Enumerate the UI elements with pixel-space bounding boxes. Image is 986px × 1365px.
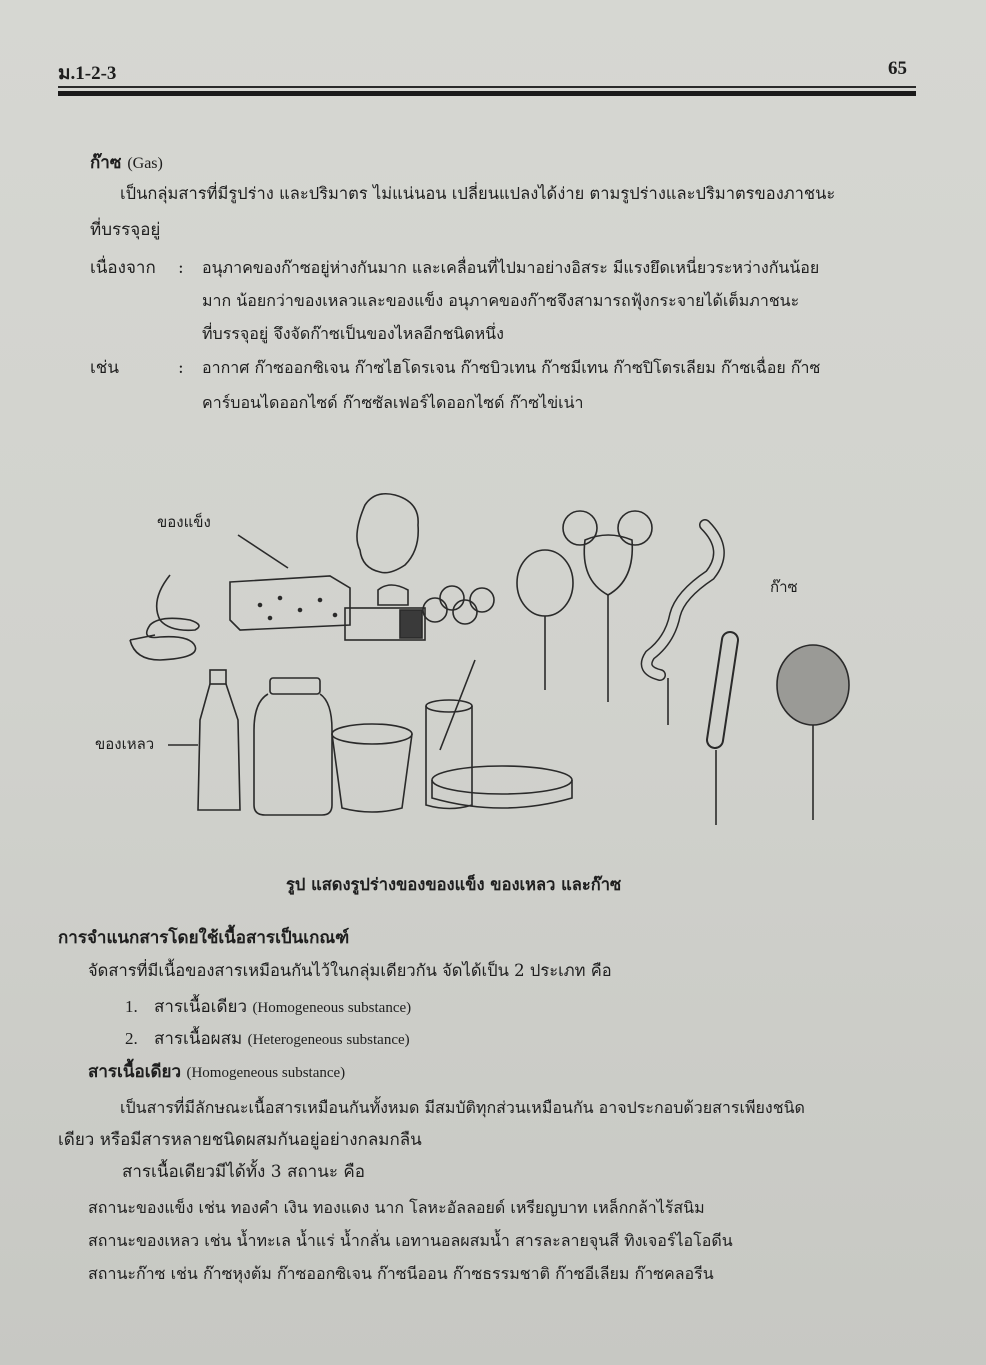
states-intro: สารเนื้อเดียวมีได้ทั้ง 3 สถานะ คือ xyxy=(122,1162,365,1182)
bust-statue-icon xyxy=(345,494,425,640)
example-line2: คาร์บอนไดออกไซด์ ก๊าซซัลเฟอร์ไดออกไซด์ ก๊าซไข่เน่า xyxy=(202,393,584,412)
reason-line1: อนุภาคของก๊าซอยู่ห่างกันมาก และเคลื่อนที่ไปมาอย่างอิสระ มีแรงยึดเหนี่ยวระหว่างกันน้อย xyxy=(202,258,820,277)
long-balloon-icon xyxy=(715,640,730,825)
state-solid: สถานะของแข็ง เช่น ทองคำ เงิน ทองแดง นาก โลหะอัลลอยด์ เหรียญบาท เหล็กกล้าไร้สนิม xyxy=(88,1198,705,1217)
homogeneous-def-line1: เป็นสารที่มีลักษณะเนื้อสารเหมือนกันทั้งหมด มีสมบัติทุกส่วนเหมือนกัน อาจประกอบด้วยสารเพียงชนิด xyxy=(120,1098,805,1117)
cup-icon xyxy=(332,724,412,812)
gas-heading xyxy=(90,155,163,172)
state-gas: สถานะก๊าซ เช่น ก๊าซหุงต้ม ก๊าซออกซิเจน ก๊าซนีออน ก๊าซธรรมชาติ ก๊าซอีเลียม ก๊าซคลอรีน xyxy=(88,1264,714,1283)
gas-title-en: (Gas) xyxy=(127,155,163,172)
reason-line2: มาก น้อยกว่าของเหลวและของแข็ง อนุภาคของก๊าซจึงสามารถฟุ้งกระจายได้เต็มภาชนะ xyxy=(202,291,800,310)
petri-dish-icon xyxy=(432,766,572,808)
example-line1: อากาศ ก๊าซออกซิเจน ก๊าซไฮโดรเจน ก๊าซบิวเทน ก๊าซมีเทน ก๊าซปิโตรเลียม ก๊าซเฉื่อย ก๊าซ xyxy=(202,358,821,377)
states-of-matter-figure xyxy=(90,480,910,860)
reason-label: เนื่องจาก xyxy=(90,258,156,278)
chapter-label: ม.1-2-3 xyxy=(58,63,117,84)
state-liquid: สถานะของเหลว เช่น น้ำทะเล น้ำแร่ น้ำกลั่น เอทานอลผสมน้ำ สารละลายจุนสี ทิงเจอร์ไอโอดีน xyxy=(88,1231,733,1250)
classification-intro: จัดสารที่มีเนื้อของสารเหมือนกันไว้ในกลุ่มเดียวกัน จัดได้เป็น 2 ประเภท คือ xyxy=(88,961,612,980)
reason-colon: : xyxy=(178,258,184,278)
classification-heading: การจำแนกสารโดยใช้เนื้อสารเป็นเกณฑ์ xyxy=(58,928,350,948)
homogeneous-def-line2: เดียว หรือมีสารหลายชนิดผสมกันอยู่อย่างกลมกลืน xyxy=(58,1130,422,1150)
gas-definition-line1: เป็นกลุ่มสารที่มีรูปร่าง และปริมาตร ไม่แน่นอน เปลี่ยนแปลงได้ง่าย ตามรูปร่างและปริมาตรของภาชนะ xyxy=(120,184,836,203)
round-balloon-icon xyxy=(777,645,849,820)
balloon-icon xyxy=(517,550,573,690)
header-rule-thin xyxy=(58,86,916,88)
classification-item: 1. สารเนื้อเดียว (Homogeneous substance) xyxy=(125,997,412,1017)
figure-caption: รูป แสดงรูปร่างของของแข็ง ของเหลว และก๊าซ xyxy=(286,875,622,894)
mouse-balloon-icon xyxy=(563,511,652,702)
gas-definition-line2: ที่บรรจุอยู่ xyxy=(90,220,161,240)
example-label: เช่น xyxy=(90,358,119,378)
homogeneous-heading: สารเนื้อเดียว (Homogeneous substance) xyxy=(88,1062,346,1082)
classification-item: 2. สารเนื้อผสม (Heterogeneous substance) xyxy=(125,1029,410,1049)
header-rule-thick xyxy=(58,91,916,96)
bottle-icon xyxy=(198,670,240,810)
glass-with-straw-icon xyxy=(426,660,475,809)
label-gas: ก๊าซ xyxy=(770,578,798,596)
jar-icon xyxy=(254,678,332,815)
example-colon: : xyxy=(178,358,184,378)
gas-title-th: ก๊าซ xyxy=(90,153,122,173)
brick-icon xyxy=(230,576,350,630)
coiled-tube-icon xyxy=(130,575,199,660)
label-solid: ของแข็ง xyxy=(157,513,211,531)
balls-icon xyxy=(423,586,494,624)
label-liquid: ของเหลว xyxy=(95,735,155,753)
twisted-balloon-icon xyxy=(647,525,719,725)
reason-line3: ที่บรรจุอยู่ จึงจัดก๊าซเป็นของไหลอีกชนิดหนึ่ง xyxy=(202,324,504,343)
page-number: 65 xyxy=(888,58,907,79)
